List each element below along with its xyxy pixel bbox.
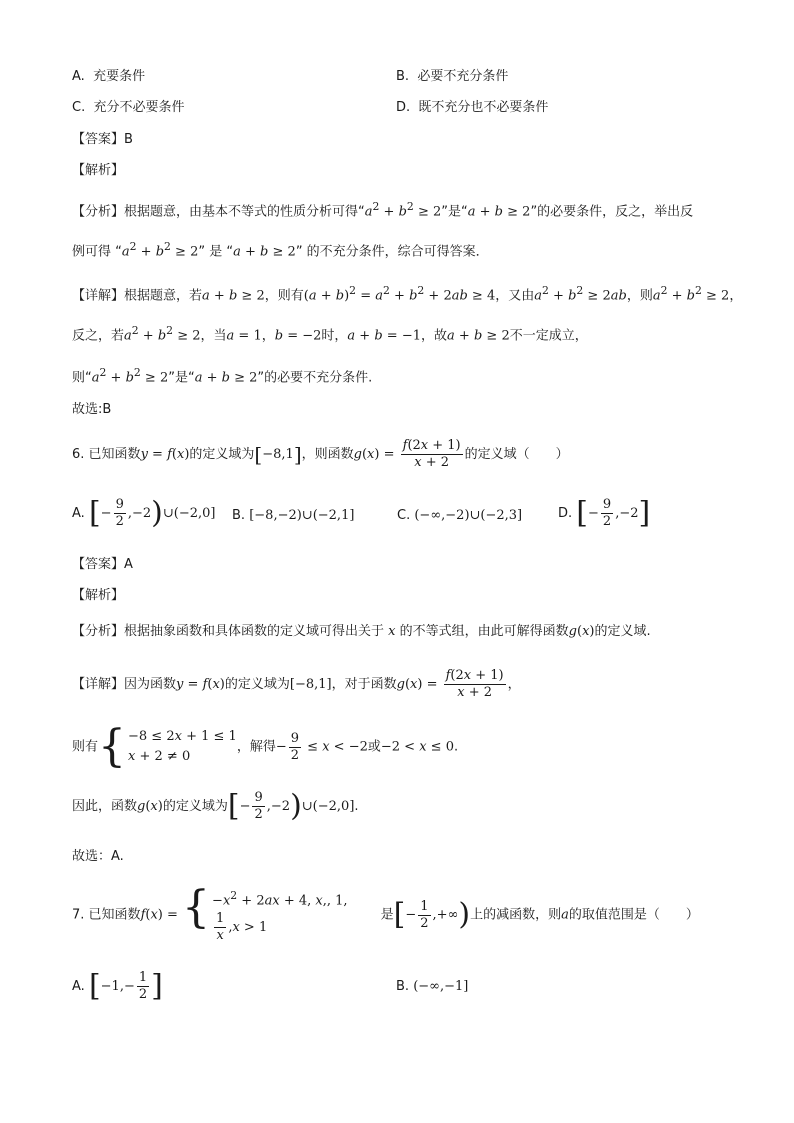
q6-fenxi: 【分析】根据抽象函数和具体函数的定义域可得出关于 x 的不等式组，由此可解得函数g(x)的定义域. [72,624,651,639]
q6-answer: 【答案】A [72,557,133,572]
q6-analysis-tag: 【解析】 [72,588,125,603]
q5-analysis-tag: 【解析】 [72,163,125,178]
q6-option-c: C. (−∞,−2)∪(−2,3] [397,508,523,523]
q6-stem: 6. 已知函数y = f(x)的定义域为[−8,1]，则函数g(x) = $\frac{f(2x + 1)}{x + 2}$ 的定义域（ ） [72,438,569,470]
q6-conclusion: 故选：A. [72,849,124,864]
q5-option-c: C. 充分不必要条件 [72,100,185,115]
q5-conclusion: 故选:B [72,402,112,417]
q7-option-b: B. (−∞,−1] [396,979,469,994]
q7-option-a: A. [−1,− $\frac{1}{2}$ ] [72,968,163,1004]
q5-option-b: B. 必要不充分条件 [396,69,509,84]
q5-option-a: A. 充要条件 [72,69,146,84]
q5-fenxi-line2: 例可得 “$a^2 + b^2 \ge 2$” 是 “a + b ≥ 2” 的不充分条件，综合可得答案． [72,240,489,260]
q6-xiangjie-line3: 因此，函数g(x)的定义域为[− $\frac{9}{2}$ ,−2)∪(−2,0]. [72,788,359,824]
q6-xiangjie-line1: 【详解】因为函数y = f(x)的定义域为[−8,1]，对于函数g(x) = $\frac{f(2x + 1)}{x + 2}$ ， [72,668,521,700]
q5-option-d: D. 既不充分也不必要条件 [396,100,549,115]
q7-stem: 7. 已知函数f(x) = { $-x^2 + 2ax + 4$, x,, 1, $\frac{1}{x}$ ,x > 1 是[− $\frac{1}{2}$ ,+∞)上的减函数，则a的取值范围是（ ） [72,882,699,944]
q6-option-b: B. [−8,−2)∪(−2,1] [232,508,355,523]
q5-xiangjie-line1: 【详解】根据题意，若a + b ≥ 2，则有$(a + b)^2 = a^2 + b^2 + 2ab \ge 4$，又由$a^2 + b^2 \ge 2ab$，则$a^2 + b^2 \ge 2$， [72,284,743,304]
q6-option-a: A. [− $\frac{9}{2}$ ,−2)∪(−2,0] [72,495,216,531]
q6-xiangjie-line2: 则有 { −8 ≤ 2x + 1 ≤ 1 x + 2 ≠ 0 ，解得− $\frac{9}{2}$ ≤ x < −2或−2 < x ≤ 0. [72,721,459,772]
q5-answer: 【答案】B [72,132,133,147]
q6-option-d: D. [− $\frac{9}{2}$ ,−2] [558,495,651,531]
q5-xiangjie-line3: 则“$a^2 + b^2 \ge 2$”是“a + b ≥ 2”的必要不充分条件. [72,366,373,386]
q5-fenxi-line1: 【分析】根据题意，由基本不等式的性质分析可得“$a^2 + b^2 \ge 2$”是“a + b ≥ 2”的必要条件，反之，举出反 [72,200,694,220]
q5-xiangjie-line2: 反之，若$a^2 + b^2 \ge 2$，当a = 1，b = −2时，a + b = −1，故a + b ≥ 2不一定成立， [72,324,588,344]
